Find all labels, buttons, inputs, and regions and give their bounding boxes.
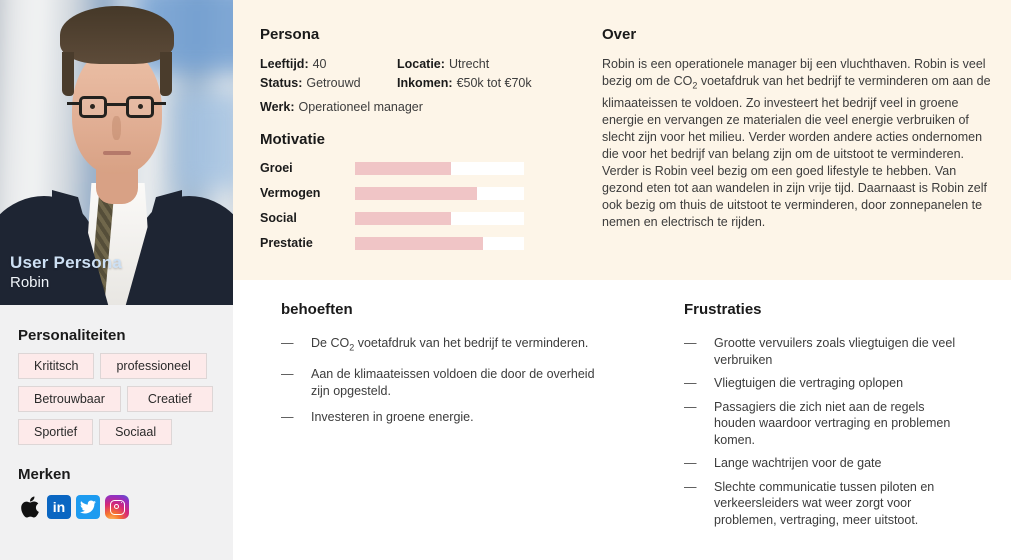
persona-fields [260,55,570,116]
dash-bullet-icon: — [281,336,294,350]
field-value: Getrouwd [306,76,361,90]
personality-chip: Betrouwbaar [18,386,121,412]
twitter-icon[interactable] [76,495,100,519]
instagram-camera-lens [114,504,120,510]
portrait-hair [60,6,174,64]
bar-track [355,237,524,250]
chip-row [18,353,221,379]
field-status [260,74,397,92]
co2-subscript: 2 [692,80,698,91]
need-text-part1: De CO [311,336,350,350]
motivatie-bar-row [260,236,570,250]
list-item [684,479,984,529]
list-item-text: Investeren in groene energie. [311,410,474,424]
dash-bullet-icon: — [684,456,697,470]
brands-heading: Merken [18,466,71,483]
linkedin-icon[interactable]: in [47,495,71,519]
dash-bullet-icon: — [684,399,697,414]
behoeften-heading: behoeften [281,301,353,318]
bar-fill [355,162,451,175]
instagram-camera-dot [121,502,123,504]
list-item-text: Passagiers die zich niet aan de regels houden waardoor vertraging en problemen komen. [714,399,951,447]
chip-row [18,419,221,445]
personalities-heading: Personaliteiten [18,327,126,344]
motivatie-bar-row [260,161,570,175]
over-column [602,26,994,231]
field-locatie [397,55,489,73]
list-item [684,375,984,392]
over-paragraph [602,56,994,231]
field-value: Operationeel manager [298,100,423,114]
bar-label: Prestatie [260,236,313,250]
field-row [260,98,570,116]
dash-bullet-icon: — [684,376,697,390]
instagram-icon[interactable] [105,495,129,519]
glasses-temple-right [153,102,166,105]
photo-caption [10,253,122,292]
personality-chip: professioneel [100,353,206,379]
instagram-camera-frame [110,500,125,515]
photo-window-patch [177,92,233,190]
field-label: Inkomen: [397,76,453,90]
motivatie-bar-row [260,211,570,225]
list-item-text: Vliegtuigen die vertraging oplopen [714,376,904,390]
field-label: Leeftijd: [260,57,309,71]
co2-subscript: 2 [349,342,355,353]
bar-label: Vermogen [260,186,321,200]
frustraties-list [684,335,984,528]
glasses-bridge [106,103,127,106]
bar-track [355,212,524,225]
portrait-nose [112,116,121,140]
brands-section [0,466,233,519]
list-item [281,409,611,426]
needs-frustrations-panel [233,280,1011,560]
portrait-hair-side-left [62,52,74,96]
bar-fill [355,237,483,250]
personalities-section [0,327,233,445]
bar-label: Groei [260,161,293,175]
chip-row [18,386,221,412]
dash-bullet-icon: — [281,367,294,381]
personality-chip: Krititsch [18,353,94,379]
dash-bullet-icon: — [684,479,697,494]
persona-photo [0,0,233,305]
dash-bullet-icon: — [281,410,294,424]
field-werk [260,98,423,116]
list-item [684,399,984,449]
portrait-eye-right [138,104,143,109]
field-label: Locatie: [397,57,445,71]
persona-type-label: User Persona [10,253,123,272]
persona-name: Robin [10,274,50,291]
bar-label: Social [260,211,297,225]
list-item-text: Lange wachtrijen voor de gate [714,456,882,470]
motivatie-heading: Motivatie [260,131,326,148]
bar-fill [355,212,451,225]
list-item-text: Slechte communicatie tussen piloten en verkeersleiders wat weer zorgt voor problemen, vertraging, meer uitstoot. [714,479,935,527]
portrait-mouth [103,151,131,155]
persona-info-panel [233,0,1011,280]
brand-icons [18,495,221,519]
portrait-eye-left [90,104,95,109]
behoeften-list [281,335,611,426]
bar-track [355,162,524,175]
list-item-text [311,335,596,356]
apple-icon[interactable] [18,495,42,519]
persona-column [260,26,570,261]
list-item-text: Aan de klimaateissen voldoen die door de overheid zijn opgesteld. [311,367,595,398]
motivatie-bars [260,161,570,250]
bar-fill [355,187,477,200]
personality-chip: Sportief [18,419,93,445]
sidebar [0,0,233,560]
bar-track [355,187,524,200]
list-item-text: Grootte vervuilers zoals vliegtuigen die veel verbruiken [714,336,956,367]
personality-chip: Creatief [127,386,213,412]
dash-bullet-icon: — [684,336,697,350]
field-value: €50k tot €70k [456,76,532,90]
frustraties-heading: Frustraties [684,301,762,318]
over-text-part2: voetafdruk van het bedrijf te verminderen om aan de klimaateissen te voldoen. Zo investeert het bedrijf veel in groene energie en vervangen ze materialen die veel energie verbruiken of slecht zijn voor het milieu. Verder worden andere acties ondernomen die voor het bedrijf van belang zijn om de uitstoot te verminderen. Verder is Robin veel bezig om een goed lifestyle te hebben. Van gezond eten tot aan wandelen in zijn vrije tijd. Daarnaast is Robin zelf ook bezig om thuis de uitstoot te verminderen, door zonnepanelen te nemen en electrisch te rijden. [602,74,991,229]
motivatie-bar-row [260,186,570,200]
over-heading: Over [602,26,637,43]
persona-heading: Persona [260,26,320,43]
personality-chips [18,353,221,445]
frustraties-column [684,301,984,535]
field-inkomen [397,74,532,92]
portrait-hair-side-right [160,52,172,96]
behoeften-column [281,301,611,436]
list-item [684,455,984,472]
field-value: Utrecht [448,57,490,71]
field-leeftijd [260,55,397,73]
personality-chip: Sociaal [99,419,172,445]
list-item [281,366,611,399]
field-value: 40 [312,57,327,71]
field-row [260,55,570,73]
field-label: Werk: [260,100,295,114]
field-row [260,74,570,92]
over-text-part1: Robin is een operationele manager bij een vluchthaven. Robin is veel bezig om de CO [602,57,986,88]
need-text-part2: voetafdruk van het bedrijf te verminderen. [354,336,589,350]
list-item [281,335,611,356]
field-label: Status: [260,76,303,90]
list-item [684,335,984,368]
